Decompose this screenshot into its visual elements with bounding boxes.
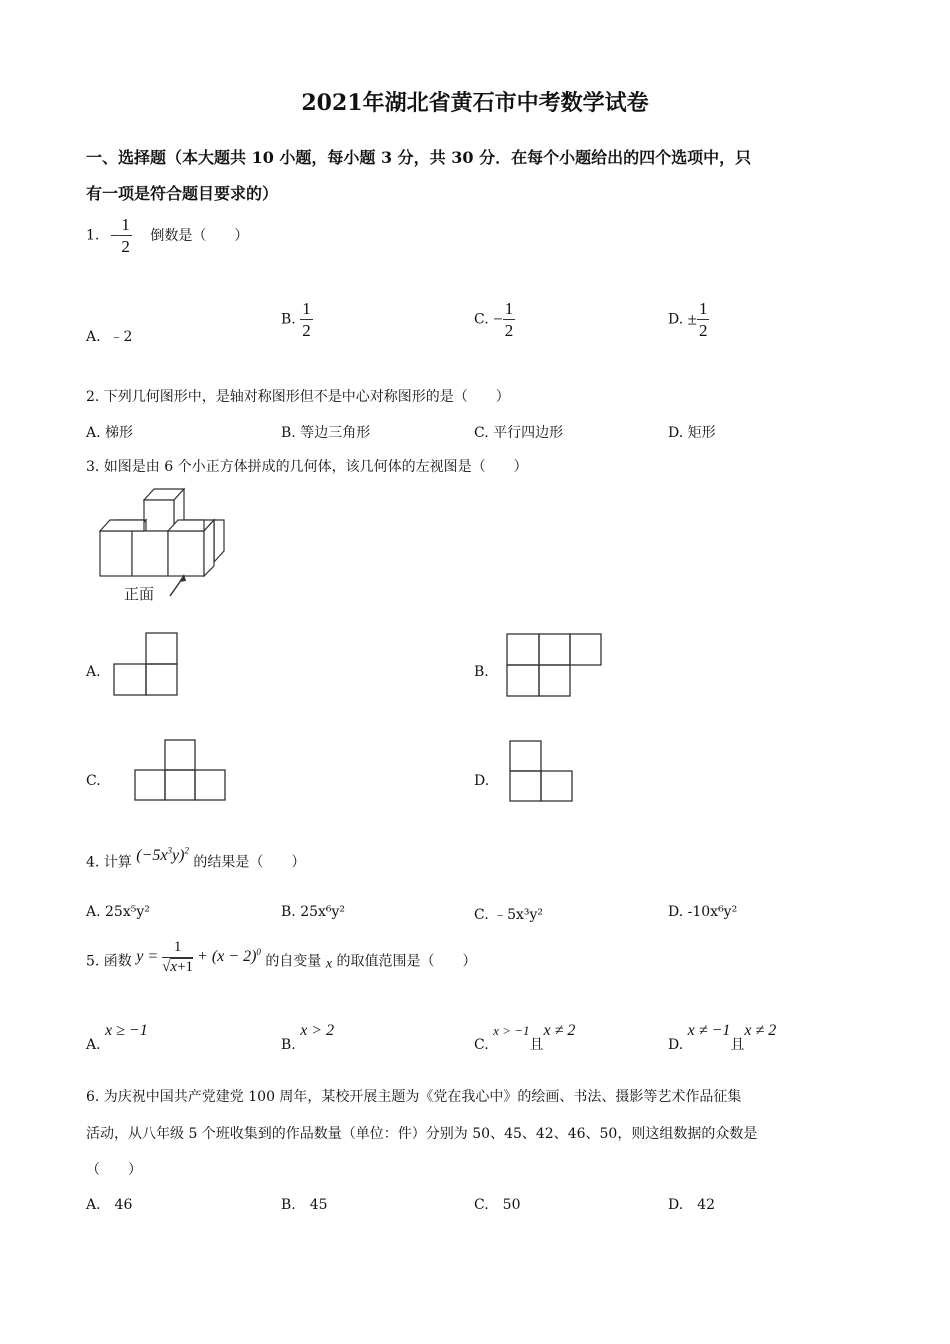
q3-option-b-figure <box>505 632 603 698</box>
q2-option-b: B. 等边三角形 <box>281 425 371 441</box>
section-heading-cont: 有一项是符合题目要求的） <box>86 184 279 203</box>
q2-option-d: D. 矩形 <box>668 425 716 441</box>
math-expression: $(-5x^3y)^2$ <box>136 846 189 865</box>
question-number: 1. <box>86 227 100 244</box>
q1-option-d: D. ± $\frac{1}{2}$ <box>668 299 708 340</box>
q6-option-a: A. 46 <box>86 1197 133 1213</box>
question-4: 4. 计算 $(-5x^3y)^2$ 的结果是（ ） <box>86 846 306 871</box>
question-5: 5. 函数 y = $\frac{1}{√x+1}$ + $(x - 2)^0$ 的自变量 x 的取值范围是（ ） <box>86 939 477 975</box>
q3-option-c-label: C. <box>86 773 101 789</box>
q3-option-a-figure <box>112 632 180 697</box>
q6-option-c: C. 50 <box>474 1197 521 1213</box>
question-2: 2. 下列几何图形中，是轴对称图形但不是中心对称图形的是（ ） <box>86 389 510 405</box>
q5-option-d: D. x ≠ −1且x ≠ 2 <box>668 1022 777 1053</box>
question-1 <box>86 216 248 255</box>
q3-option-b-label: B. <box>474 664 489 680</box>
question-3: 3. 如图是由 6 个小正方体拼成的几何体，该几何体的左视图是（ ） <box>86 459 528 475</box>
page-title: 2021年湖北省黄石市中考数学试卷 <box>301 90 649 116</box>
fraction: $\frac{1}{2}$ <box>121 215 130 256</box>
front-label: 正面 <box>124 585 155 603</box>
q4-option-a: A. 25x⁵y² <box>86 904 150 920</box>
q5-option-a: A. x ≥ −1 <box>86 1022 148 1053</box>
q5-option-b: B. x > 2 <box>281 1022 335 1053</box>
q1-option-c: C. − $\frac{1}{2}$ <box>474 299 514 340</box>
q4-option-c: C. ﹣5x³y² <box>474 907 544 923</box>
q2-option-a: A. 梯形 <box>86 425 134 441</box>
question-6-line2: 活动，从八年级 5 个班收集到的作品数量（单位：件）分别为 50、45、42、46、50，则这组数据的众数是 <box>86 1126 758 1142</box>
q3-option-d-label: D. <box>474 773 490 789</box>
q3-option-c-figure <box>133 738 229 802</box>
q3-option-a-label: A. <box>86 664 101 680</box>
math-sign: − <box>109 225 120 245</box>
question-6-line3: （ ） <box>86 1162 142 1178</box>
section-heading: 一、选择题（本大题共 10 小题，每小题 3 分，共 30 分．在每个小题给出的四个选项中，只 <box>86 148 752 167</box>
q5-option-c: C. x > −1且x ≠ 2 <box>474 1022 576 1053</box>
q1-option-a: A. ﹣2 <box>86 329 133 345</box>
function-expression: y = $\frac{1}{√x+1}$ + $(x - 2)^0$ <box>136 939 261 975</box>
q6-option-b: B. 45 <box>281 1197 328 1213</box>
question-6-line1: 6. 为庆祝中国共产党建党 100 周年，某校开展主题为《党在我心中》的绘画、书法、摄影等艺术作品征集 <box>86 1089 742 1105</box>
q1-option-b: B. $\frac{1}{2}$ <box>281 299 311 340</box>
q3-option-d-figure <box>508 739 576 803</box>
cube-figure <box>96 486 231 611</box>
q6-option-d: D. 42 <box>668 1197 715 1213</box>
question-text: 倒数是（ ） <box>150 227 249 244</box>
q4-option-b: B. 25x⁶y² <box>281 904 346 920</box>
q4-option-d: D. -10x⁶y² <box>668 904 738 920</box>
q2-option-c: C. 平行四边形 <box>474 425 564 441</box>
